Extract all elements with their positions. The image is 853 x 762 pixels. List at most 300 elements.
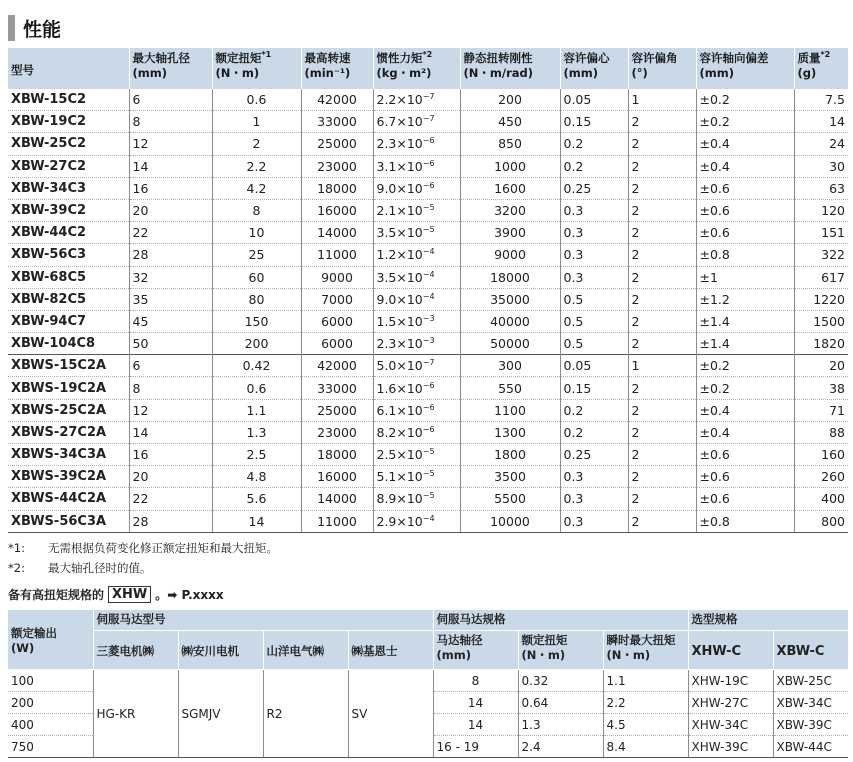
model-cell: XBWS-44C2A xyxy=(8,488,129,510)
stiffness-cell: 9000 xyxy=(460,244,560,266)
servo-spec-group-header: 伺服马达规格 xyxy=(433,610,688,631)
stiffness-cell: 1600 xyxy=(460,177,560,199)
xbw-selection-cell: XBW-34C xyxy=(773,692,848,714)
inertia-cell xyxy=(373,355,460,377)
xbw-selection-cell: XBW-25C xyxy=(773,670,848,692)
table-row xyxy=(8,670,848,692)
torque-cell: 60 xyxy=(212,266,301,288)
torque-cell: 80 xyxy=(212,288,301,310)
perf-header-7 xyxy=(628,48,696,89)
stiffness-cell: 1000 xyxy=(460,155,560,177)
servo-model-group-header: 伺服马达型号 xyxy=(93,610,433,631)
table-row xyxy=(8,133,848,155)
inertia-cell xyxy=(373,510,460,532)
inertia-mantissa: 1.6×10 xyxy=(376,380,423,396)
angle-cell: 2 xyxy=(628,510,696,532)
angle-cell: 2 xyxy=(628,399,696,421)
inertia-cell xyxy=(373,222,460,244)
axial-cell: ±1 xyxy=(696,266,794,288)
perf-header-6 xyxy=(560,48,628,89)
model-cell: XBW-27C2 xyxy=(8,155,129,177)
maker-header-1: ㈱安川电机 xyxy=(178,631,263,670)
page-reference-link[interactable]: 。➡ P.xxxx xyxy=(155,588,224,602)
table-row xyxy=(8,288,848,310)
mass-cell: 1220 xyxy=(794,288,848,310)
axial-cell: ±0.6 xyxy=(696,199,794,221)
peak-torque-cell: 2.2 xyxy=(603,692,688,714)
eccentricity-cell: 0.15 xyxy=(560,377,628,399)
footnote-1 xyxy=(8,540,278,556)
eccentricity-cell: 0.05 xyxy=(560,89,628,111)
table-row xyxy=(8,510,848,532)
inertia-exponent: −6 xyxy=(422,424,435,434)
inertia-mantissa: 2.9×10 xyxy=(376,513,423,529)
motor-shaft-cell: 14 xyxy=(433,692,518,714)
table-row xyxy=(8,111,848,133)
header-label: 最大轴孔径 xyxy=(132,51,190,65)
header-unit: (mm) xyxy=(132,66,167,80)
maker-model-cell-2: R2 xyxy=(263,670,348,758)
eccentricity-cell: 0.2 xyxy=(560,155,628,177)
rated-output-cell: 400 xyxy=(8,714,93,736)
torque-cell: 25 xyxy=(212,244,301,266)
speed-cell: 11000 xyxy=(301,510,373,532)
bore-cell: 16 xyxy=(129,444,212,466)
eccentricity-cell: 0.5 xyxy=(560,333,628,355)
inertia-mantissa: 5.0×10 xyxy=(376,358,423,374)
inertia-exponent: −7 xyxy=(422,358,435,368)
torque-cell: 0.6 xyxy=(212,89,301,111)
footnote-text: 最大轴孔径时的值。 xyxy=(48,561,152,575)
torque-cell: 10 xyxy=(212,222,301,244)
high-torque-note xyxy=(8,586,224,603)
torque-cell: 4.8 xyxy=(212,466,301,488)
maker-header-3: ㈱基恩士 xyxy=(348,631,433,670)
header-unit: (N・m) xyxy=(606,648,651,662)
footnote-2 xyxy=(8,560,152,576)
table-row xyxy=(8,421,848,443)
header-unit: (°) xyxy=(631,66,648,80)
xhw-selection-cell: XHW-39C xyxy=(688,736,773,758)
speed-cell: 25000 xyxy=(301,399,373,421)
stiffness-cell: 300 xyxy=(460,355,560,377)
peak-torque-cell: 4.5 xyxy=(603,714,688,736)
model-cell: XBWS-15C2A xyxy=(8,355,129,377)
torque-cell: 1.3 xyxy=(212,421,301,443)
inertia-exponent: −3 xyxy=(422,313,435,323)
header-label: 质量 xyxy=(797,51,821,65)
speed-cell: 16000 xyxy=(301,466,373,488)
bore-cell: 8 xyxy=(129,377,212,399)
model-cell: XBWS-56C3A xyxy=(8,510,129,532)
table-row xyxy=(8,355,848,377)
mass-cell: 322 xyxy=(794,244,848,266)
table-row xyxy=(8,466,848,488)
rated-torque-cell: 1.3 xyxy=(518,714,603,736)
inertia-cell xyxy=(373,244,460,266)
table-row xyxy=(8,244,848,266)
stiffness-cell: 3500 xyxy=(460,466,560,488)
bore-cell: 8 xyxy=(129,111,212,133)
speed-cell: 11000 xyxy=(301,244,373,266)
motor-shaft-cell: 16 - 19 xyxy=(433,736,518,758)
mass-cell: 30 xyxy=(794,155,848,177)
header-unit: (kg・m²) xyxy=(376,66,432,80)
bore-cell: 45 xyxy=(129,310,212,332)
footnote-ref: *2 xyxy=(820,50,831,60)
bore-cell: 28 xyxy=(129,244,212,266)
eccentricity-cell: 0.2 xyxy=(560,133,628,155)
rated-torque-cell: 2.4 xyxy=(518,736,603,758)
axial-cell: ±0.2 xyxy=(696,377,794,399)
mass-cell: 20 xyxy=(794,355,848,377)
table-row xyxy=(8,155,848,177)
angle-cell: 2 xyxy=(628,266,696,288)
inertia-exponent: −6 xyxy=(422,158,435,168)
inertia-cell xyxy=(373,111,460,133)
torque-cell: 1.1 xyxy=(212,399,301,421)
inertia-exponent: −4 xyxy=(422,269,435,279)
inertia-mantissa: 2.3×10 xyxy=(376,336,423,352)
mass-cell: 260 xyxy=(794,466,848,488)
rated-output-cell: 200 xyxy=(8,692,93,714)
header-unit: (N・m) xyxy=(521,648,566,662)
inertia-exponent: −5 xyxy=(422,446,435,456)
inertia-mantissa: 9.0×10 xyxy=(376,180,423,196)
torque-cell: 2 xyxy=(212,133,301,155)
table-row xyxy=(8,377,848,399)
mass-cell: 800 xyxy=(794,510,848,532)
servo-header-row-2 xyxy=(8,631,848,670)
inertia-exponent: −5 xyxy=(422,469,435,479)
xhw-selection-cell: XHW-34C xyxy=(688,714,773,736)
inertia-cell xyxy=(373,399,460,421)
model-cell: XBW-94C7 xyxy=(8,310,129,332)
header-label: 瞬时最大扭矩 xyxy=(606,633,676,647)
model-cell: XBW-39C2 xyxy=(8,199,129,221)
inertia-cell xyxy=(373,444,460,466)
inertia-exponent: −7 xyxy=(422,91,435,101)
selection-header-1: XBW-C xyxy=(773,631,848,670)
header-unit: (N・m/rad) xyxy=(463,66,533,80)
selection-header-0: XHW-C xyxy=(688,631,773,670)
title-accent-bar xyxy=(8,15,15,41)
mass-cell: 14 xyxy=(794,111,848,133)
axial-cell: ±0.4 xyxy=(696,399,794,421)
table-row xyxy=(8,399,848,421)
bore-cell: 28 xyxy=(129,510,212,532)
header-label: 静态扭转刚性 xyxy=(463,51,533,65)
eccentricity-cell: 0.25 xyxy=(560,444,628,466)
inertia-mantissa: 3.5×10 xyxy=(376,225,423,241)
inertia-mantissa: 8.2×10 xyxy=(376,424,423,440)
perf-header-4 xyxy=(373,48,460,89)
inertia-cell xyxy=(373,333,460,355)
speed-cell: 16000 xyxy=(301,199,373,221)
eccentricity-cell: 0.2 xyxy=(560,421,628,443)
axial-cell: ±0.6 xyxy=(696,466,794,488)
header-label: 容许轴向偏差 xyxy=(699,51,769,65)
axial-cell: ±0.2 xyxy=(696,111,794,133)
model-cell: XBW-104C8 xyxy=(8,333,129,355)
angle-cell: 2 xyxy=(628,421,696,443)
angle-cell: 2 xyxy=(628,155,696,177)
inertia-exponent: −6 xyxy=(422,380,435,390)
peak-torque-cell: 8.4 xyxy=(603,736,688,758)
eccentricity-cell: 0.5 xyxy=(560,310,628,332)
rated-output-cell: 750 xyxy=(8,736,93,758)
bore-cell: 12 xyxy=(129,399,212,421)
eccentricity-cell: 0.25 xyxy=(560,177,628,199)
perf-header-1 xyxy=(129,48,212,89)
eccentricity-cell: 0.15 xyxy=(560,111,628,133)
angle-cell: 2 xyxy=(628,133,696,155)
speed-cell: 33000 xyxy=(301,111,373,133)
torque-cell: 2.2 xyxy=(212,155,301,177)
maker-model-cell-3: SV xyxy=(348,670,433,758)
inertia-cell xyxy=(373,377,460,399)
inertia-exponent: −6 xyxy=(422,180,435,190)
torque-cell: 2.5 xyxy=(212,444,301,466)
bore-cell: 50 xyxy=(129,333,212,355)
footnote-text: 无需根据负荷变化修正额定扭矩和最大扭矩。 xyxy=(48,541,278,555)
torque-cell: 5.6 xyxy=(212,488,301,510)
speed-cell: 14000 xyxy=(301,222,373,244)
maker-model-cell-0: HG-KR xyxy=(93,670,178,758)
speed-cell: 42000 xyxy=(301,89,373,111)
mass-cell: 71 xyxy=(794,399,848,421)
angle-cell: 2 xyxy=(628,288,696,310)
mass-cell: 151 xyxy=(794,222,848,244)
inertia-exponent: −4 xyxy=(422,513,435,523)
speed-cell: 42000 xyxy=(301,355,373,377)
header-label: 额定扭矩 xyxy=(521,633,568,647)
maker-header-0: 三菱电机㈱ xyxy=(93,631,178,670)
inertia-exponent: −5 xyxy=(422,225,435,235)
perf-header-2 xyxy=(212,48,301,89)
inertia-exponent: −4 xyxy=(422,247,435,257)
header-label: 容许偏心 xyxy=(563,51,610,65)
header-label: 型号 xyxy=(11,62,34,77)
axial-cell: ±0.6 xyxy=(696,444,794,466)
table-row xyxy=(8,89,848,111)
stiffness-cell: 35000 xyxy=(460,288,560,310)
rated-output-header: 额定输出 (W) xyxy=(8,610,93,670)
table-row xyxy=(8,266,848,288)
angle-cell: 2 xyxy=(628,111,696,133)
axial-cell: ±1.4 xyxy=(696,333,794,355)
stiffness-cell: 18000 xyxy=(460,266,560,288)
footnote-ref: *2 xyxy=(422,50,433,60)
inertia-mantissa: 5.1×10 xyxy=(376,469,423,485)
stiffness-cell: 1100 xyxy=(460,399,560,421)
torque-cell: 14 xyxy=(212,510,301,532)
stiffness-cell: 1800 xyxy=(460,444,560,466)
angle-cell: 2 xyxy=(628,310,696,332)
table-row xyxy=(8,222,848,244)
maker-header-2: 山洋电气㈱ xyxy=(263,631,348,670)
bore-cell: 20 xyxy=(129,199,212,221)
inertia-mantissa: 3.5×10 xyxy=(376,269,423,285)
mass-cell: 38 xyxy=(794,377,848,399)
rated-torque-cell: 0.64 xyxy=(518,692,603,714)
model-cell: XBW-82C5 xyxy=(8,288,129,310)
axial-cell: ±0.8 xyxy=(696,510,794,532)
inertia-exponent: −3 xyxy=(422,336,435,345)
perf-header-5 xyxy=(460,48,560,89)
model-cell: XBW-25C2 xyxy=(8,133,129,155)
angle-cell: 2 xyxy=(628,333,696,355)
bore-cell: 6 xyxy=(129,89,212,111)
model-cell: XBW-68C5 xyxy=(8,266,129,288)
model-cell: XBW-34C3 xyxy=(8,177,129,199)
mass-cell: 160 xyxy=(794,444,848,466)
inertia-mantissa: 1.5×10 xyxy=(376,313,423,329)
torque-cell: 0.42 xyxy=(212,355,301,377)
performance-table xyxy=(8,48,848,533)
model-cell: XBW-15C2 xyxy=(8,89,129,111)
spec-header-1 xyxy=(518,631,603,670)
angle-cell: 2 xyxy=(628,377,696,399)
axial-cell: ±0.4 xyxy=(696,421,794,443)
model-cell: XBWS-27C2A xyxy=(8,421,129,443)
maker-model-cell-1: SGMJV xyxy=(178,670,263,758)
perf-header-0 xyxy=(8,48,129,89)
inertia-cell xyxy=(373,466,460,488)
mass-cell: 617 xyxy=(794,266,848,288)
torque-cell: 200 xyxy=(212,333,301,355)
eccentricity-cell: 0.3 xyxy=(560,488,628,510)
table-row xyxy=(8,333,848,355)
angle-cell: 2 xyxy=(628,222,696,244)
motor-shaft-cell: 8 xyxy=(433,670,518,692)
inertia-cell xyxy=(373,488,460,510)
xhw-selection-cell: XHW-27C xyxy=(688,692,773,714)
angle-cell: 2 xyxy=(628,488,696,510)
inertia-mantissa: 2.3×10 xyxy=(376,136,423,152)
stiffness-cell: 1300 xyxy=(460,421,560,443)
inertia-mantissa: 2.1×10 xyxy=(376,203,423,219)
table-row xyxy=(8,488,848,510)
table-row xyxy=(8,199,848,221)
inertia-mantissa: 2.2×10 xyxy=(376,92,423,108)
mass-cell: 1820 xyxy=(794,333,848,355)
angle-cell: 2 xyxy=(628,177,696,199)
inertia-exponent: −4 xyxy=(422,291,435,301)
axial-cell: ±0.8 xyxy=(696,244,794,266)
xbw-selection-cell: XBW-39C xyxy=(773,714,848,736)
stiffness-cell: 3200 xyxy=(460,199,560,221)
speed-cell: 33000 xyxy=(301,377,373,399)
mass-cell: 88 xyxy=(794,421,848,443)
angle-cell: 2 xyxy=(628,199,696,221)
model-cell: XBW-19C2 xyxy=(8,111,129,133)
axial-cell: ±1.4 xyxy=(696,310,794,332)
spec-header-2 xyxy=(603,631,688,670)
speed-cell: 7000 xyxy=(301,288,373,310)
angle-cell: 2 xyxy=(628,244,696,266)
angle-cell: 1 xyxy=(628,89,696,111)
mass-cell: 63 xyxy=(794,177,848,199)
spec-header-0 xyxy=(433,631,518,670)
motor-shaft-cell: 14 xyxy=(433,714,518,736)
section-title: 性能 xyxy=(23,18,62,41)
axial-cell: ±0.2 xyxy=(696,89,794,111)
model-cell: XBWS-19C2A xyxy=(8,377,129,399)
mass-cell: 120 xyxy=(794,199,848,221)
eccentricity-cell: 0.5 xyxy=(560,288,628,310)
table-row xyxy=(8,444,848,466)
torque-cell: 4.2 xyxy=(212,177,301,199)
xhw-selection-cell: XHW-19C xyxy=(688,670,773,692)
inertia-mantissa: 1.2×10 xyxy=(376,247,423,263)
speed-cell: 25000 xyxy=(301,133,373,155)
angle-cell: 2 xyxy=(628,444,696,466)
angle-cell: 1 xyxy=(628,355,696,377)
header-unit: (min⁻¹) xyxy=(304,66,351,80)
header-unit: (N・m) xyxy=(215,66,260,80)
axial-cell: ±0.4 xyxy=(696,155,794,177)
bore-cell: 14 xyxy=(129,155,212,177)
speed-cell: 6000 xyxy=(301,333,373,355)
inertia-mantissa: 6.1×10 xyxy=(376,402,423,418)
stiffness-cell: 40000 xyxy=(460,310,560,332)
inertia-cell xyxy=(373,177,460,199)
inertia-cell xyxy=(373,89,460,111)
axial-cell: ±0.4 xyxy=(696,133,794,155)
speed-cell: 23000 xyxy=(301,155,373,177)
table-row xyxy=(8,310,848,332)
header-label: 惯性力矩 xyxy=(376,51,423,65)
eccentricity-cell: 0.3 xyxy=(560,222,628,244)
rated-torque-cell: 0.32 xyxy=(518,670,603,692)
axial-cell: ±1.2 xyxy=(696,288,794,310)
xhw-reference-box[interactable]: XHW xyxy=(108,586,151,603)
axial-cell: ±0.6 xyxy=(696,222,794,244)
inertia-cell xyxy=(373,310,460,332)
model-cell: XBW-56C3 xyxy=(8,244,129,266)
stiffness-cell: 850 xyxy=(460,133,560,155)
footnote-mark: *1: xyxy=(8,541,25,555)
bore-cell: 22 xyxy=(129,222,212,244)
model-cell: XBWS-25C2A xyxy=(8,399,129,421)
axial-cell: ±0.6 xyxy=(696,177,794,199)
perf-header-8 xyxy=(696,48,794,89)
inertia-cell xyxy=(373,266,460,288)
inertia-cell xyxy=(373,288,460,310)
speed-cell: 23000 xyxy=(301,421,373,443)
speed-cell: 18000 xyxy=(301,177,373,199)
axial-cell: ±0.6 xyxy=(696,488,794,510)
inertia-exponent: −6 xyxy=(422,136,435,146)
xbw-selection-cell: XBW-44C xyxy=(773,736,848,758)
inertia-mantissa: 9.0×10 xyxy=(376,291,423,307)
mass-cell: 400 xyxy=(794,488,848,510)
servo-selection-table xyxy=(8,610,848,758)
stiffness-cell: 450 xyxy=(460,111,560,133)
header-unit: (mm) xyxy=(699,66,734,80)
mass-cell: 24 xyxy=(794,133,848,155)
bore-cell: 32 xyxy=(129,266,212,288)
header-label: 最高转速 xyxy=(304,51,351,65)
bore-cell: 6 xyxy=(129,355,212,377)
servo-header-row-1 xyxy=(8,610,848,631)
bore-cell: 12 xyxy=(129,133,212,155)
torque-cell: 150 xyxy=(212,310,301,332)
stiffness-cell: 10000 xyxy=(460,510,560,532)
torque-cell: 1 xyxy=(212,111,301,133)
high-torque-prefix: 备有高扭矩规格的 xyxy=(8,588,105,602)
